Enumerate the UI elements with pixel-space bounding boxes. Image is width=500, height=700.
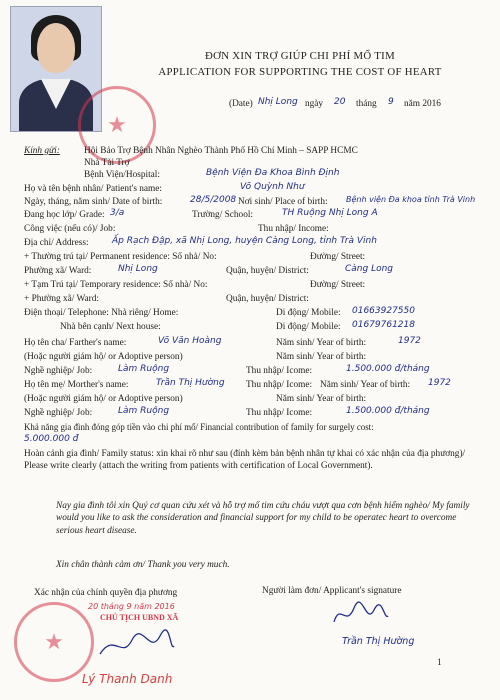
district-label: Quận, huyện/ District: bbox=[226, 266, 309, 276]
pob-value: Bệnh viện Đa khoa tỉnh Trà Vinh bbox=[346, 195, 476, 204]
school-value: TH Ruộng Nhị Long A bbox=[282, 208, 378, 218]
applicant-signature-label: Người làm đơn/ Applicant's signature bbox=[262, 586, 402, 596]
street2-label: Đường/ Street: bbox=[310, 280, 366, 290]
father-income-value: 1.500.000 đ/tháng bbox=[346, 364, 430, 374]
request-paragraph: Nay gia đình tôi xin Quý cơ quan cứu xét và hỗ trợ mổ tim cứu cháu vượt qua cơn bệnh hiểm nghèo/ My family would you like to ask the consideration and financial support for my child to be operatec heart to overcome serious heart disease. bbox=[56, 501, 470, 536]
red-seal-bottom: ★ bbox=[14, 602, 94, 682]
phone-label: Điện thoại/ Telephone: Nhà riêng/ Home: bbox=[24, 308, 179, 318]
income-label: Thu nhập/ Income: bbox=[258, 224, 329, 234]
district-value: Càng Long bbox=[345, 264, 394, 274]
mother-yob-value: 1972 bbox=[428, 378, 451, 388]
page-number: 1 bbox=[437, 658, 442, 668]
street-label: Đường/ Street: bbox=[310, 252, 366, 262]
grade-label: Đang học lớp/ Grade: bbox=[24, 210, 105, 220]
permanent-residence-label: + Thường trú tại/ Permanent residence: Số nhà/ No: bbox=[24, 252, 217, 262]
mother-yob-label: Năm sinh/ Year of birth: bbox=[320, 380, 411, 390]
father-income-label: Thu nhập/ Icome: bbox=[246, 366, 313, 376]
mother-name-label: Họ tên mẹ/ Morther's name: bbox=[24, 380, 129, 390]
date-place: Nhị Long bbox=[258, 97, 298, 107]
father-name-label: Họ tên cha/ Farther's name: bbox=[24, 338, 127, 348]
mobile2-value: 01679761218 bbox=[352, 320, 415, 330]
kinh-gui-label: Kính gửi: bbox=[24, 146, 60, 156]
dob-value: 28/5/2008 bbox=[190, 195, 237, 205]
mother-yob2-label: Năm sinh/ Year of birth: bbox=[276, 394, 367, 404]
mobile-label: Di động/ Mobile: bbox=[276, 308, 341, 318]
temporary-residence-label: + Tạm Trú tại/ Temporary residence: Số nhà/ No: bbox=[24, 280, 208, 290]
mobile-value: 01663927550 bbox=[352, 306, 415, 316]
family-status-paragraph: Hoàn cảnh gia đình/ Family status: xin khai rõ như sau (đính kèm bản bệnh nhân tự khai có xác nhận của địa phương)/ Please write clearly (attach the writing from patients with certification of Local Government). bbox=[24, 449, 466, 472]
mother-job-value: Làm Ruộng bbox=[118, 406, 170, 416]
mother-income2-label: Thu nhập/ Icome: bbox=[246, 408, 313, 418]
hospital-value: Bệnh Viện Đa Khoa Bình Định bbox=[206, 168, 340, 178]
job-label: Công việc (nếu có)/ Job: bbox=[24, 224, 116, 234]
date-month-label: tháng bbox=[356, 99, 377, 109]
stamp-office: CHỦ TỊCH UBND XÃ bbox=[100, 613, 179, 622]
ward-label: Phường xã/ Ward: bbox=[24, 266, 92, 276]
mother-income-label: Thu nhập/ Icome: bbox=[246, 380, 313, 390]
patient-name-label: Họ và tên bệnh nhân/ Patient's name: bbox=[24, 184, 162, 194]
address-label: Địa chỉ/ Address: bbox=[24, 238, 89, 248]
addressee-sponsor: Nhà Tài Trợ bbox=[84, 158, 130, 168]
date-year: năm 2016 bbox=[404, 99, 441, 109]
father-yob2-label: Năm sinh/ Year of birth: bbox=[276, 352, 367, 362]
stamp-date: 20 tháng 9 năm 2016 bbox=[88, 602, 175, 611]
mother-guardian-label: (Hoặc người giám hộ/ or Adoptive person) bbox=[24, 394, 183, 404]
patient-name-value: Võ Quỳnh Như bbox=[240, 182, 305, 192]
dob-label: Ngày, tháng, năm sinh/ Date of birth: bbox=[24, 197, 163, 207]
date-day-label: ngày bbox=[305, 99, 324, 109]
ward-value: Nhị Long bbox=[118, 264, 158, 274]
father-yob-value: 1972 bbox=[398, 336, 421, 346]
applicant-name: Trần Thị Hường bbox=[342, 636, 415, 647]
district2-label: Quận, huyện/ District: bbox=[226, 294, 309, 304]
contribution-label: Khả năng gia đình đóng góp tiền vào chi phí mổ/ Financial contribution of family for surgely cost: bbox=[24, 422, 374, 432]
date-day: 20 bbox=[334, 97, 346, 107]
date-month: 9 bbox=[388, 97, 394, 107]
father-job-value: Làm Ruộng bbox=[118, 364, 170, 374]
local-confirm-label: Xác nhận của chính quyền địa phương bbox=[34, 588, 178, 598]
father-yob-label: Năm sinh/ Year of birth: bbox=[276, 338, 367, 348]
hospital-label: Bệnh Viện/Hospital: bbox=[84, 170, 160, 180]
date-label: (Date) bbox=[229, 99, 253, 109]
addressee-org: Hội Bảo Trợ Bệnh Nhân Nghèo Thành Phố Hồ Chí Minh – SAPP HCMC bbox=[84, 146, 358, 156]
grade-value: 3/a bbox=[110, 208, 125, 218]
mother-income2-value: 1.500.000 đ/tháng bbox=[346, 406, 430, 416]
thanks-line: Xin chân thành cảm ơn/ Thank you very much. bbox=[56, 560, 230, 570]
official-name: Lý Thanh Danh bbox=[82, 672, 173, 686]
applicant-signature bbox=[330, 598, 390, 632]
ward2-label: + Phường xã/ Ward: bbox=[24, 294, 99, 304]
father-guardian-label: (Hoặc người giám hộ/ or Adoptive person) bbox=[24, 352, 183, 362]
form-title-vi: ĐƠN XIN TRỢ GIÚP CHI PHÍ MỔ TIM bbox=[205, 50, 395, 62]
father-name-value: Võ Văn Hoàng bbox=[158, 336, 222, 346]
address-value: Ấp Rạch Đập, xã Nhị Long, huyện Càng Long, tỉnh Trà Vinh bbox=[112, 236, 377, 246]
official-signature bbox=[96, 626, 176, 666]
father-job-label: Nghề nghiệp/ Job: bbox=[24, 366, 93, 376]
pob-label: Nơi sinh/ Place of birth: bbox=[238, 197, 328, 207]
mobile2-label: Di động/ Mobile: bbox=[276, 322, 341, 332]
mother-job-label: Nghề nghiệp/ Job: bbox=[24, 408, 93, 418]
school-label: Trường/ School: bbox=[192, 210, 254, 220]
next-house-label: Nhà bên cạnh/ Next house: bbox=[60, 322, 161, 332]
form-title-en: APPLICATION FOR SUPPORTING THE COST OF HEART bbox=[158, 66, 442, 78]
mother-name-value: Trần Thị Hường bbox=[156, 378, 225, 388]
contribution-value: 5.000.000 đ bbox=[24, 434, 79, 444]
red-seal-top: ★ bbox=[78, 86, 156, 164]
